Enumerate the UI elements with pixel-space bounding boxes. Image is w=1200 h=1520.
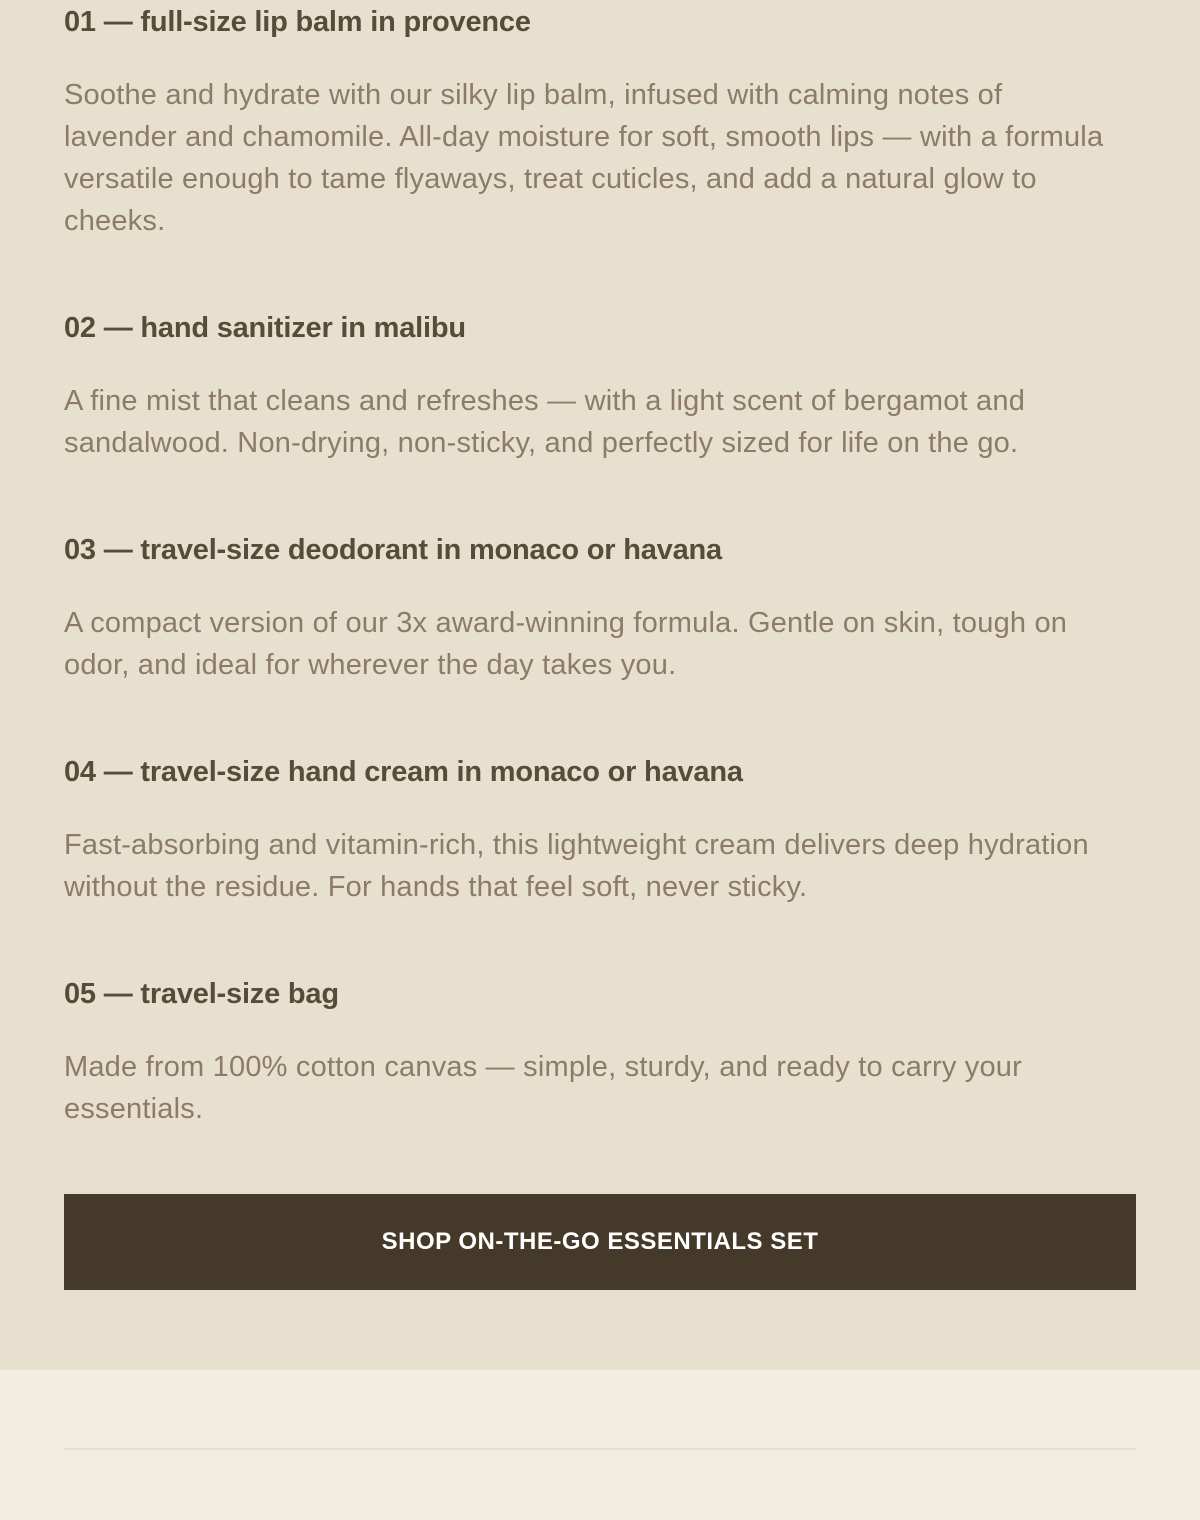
item-title: 02 — hand sanitizer in malibu <box>64 312 466 344</box>
item-description: A compact version of our 3x award-winning formula. Gentle on skin, tough on odor, and ideal for wherever the day takes you. <box>64 607 1068 681</box>
item-description: Fast-absorbing and vitamin-rich, this lightweight cream delivers deep hydration without the residue. For hands that feel soft, never sticky. <box>64 829 1089 903</box>
list-item <box>64 972 1114 1130</box>
list-item <box>64 528 1114 686</box>
item-description: Made from 100% cotton canvas — simple, sturdy, and ready to carry your essentials. <box>64 1051 1022 1125</box>
item-title: 04 — travel-size hand cream in monaco or havana <box>64 756 743 788</box>
shop-essentials-button[interactable]: SHOP ON-THE-GO ESSENTIALS SET <box>64 1194 1136 1290</box>
list-item <box>64 306 1114 464</box>
item-description: Soothe and hydrate with our silky lip balm, infused with calming notes of lavender and chamomile. All-day moisture for soft, smooth lips — with a formula versatile enough to tame flyaways, treat cuticles, and add a natural glow to cheeks. <box>64 79 1104 237</box>
footer-divider <box>64 1448 1136 1450</box>
item-title: 05 — travel-size bag <box>64 978 339 1010</box>
list-item <box>64 0 1114 242</box>
list-item <box>64 750 1114 908</box>
item-title: 03 — travel-size deodorant in monaco or havana <box>64 534 722 566</box>
item-description: A fine mist that cleans and refreshes — with a light scent of bergamot and sandalwood. Non-drying, non-sticky, and perfectly sized for life on the go. <box>64 385 1026 459</box>
item-title: 01 — full-size lip balm in provence <box>64 6 531 38</box>
